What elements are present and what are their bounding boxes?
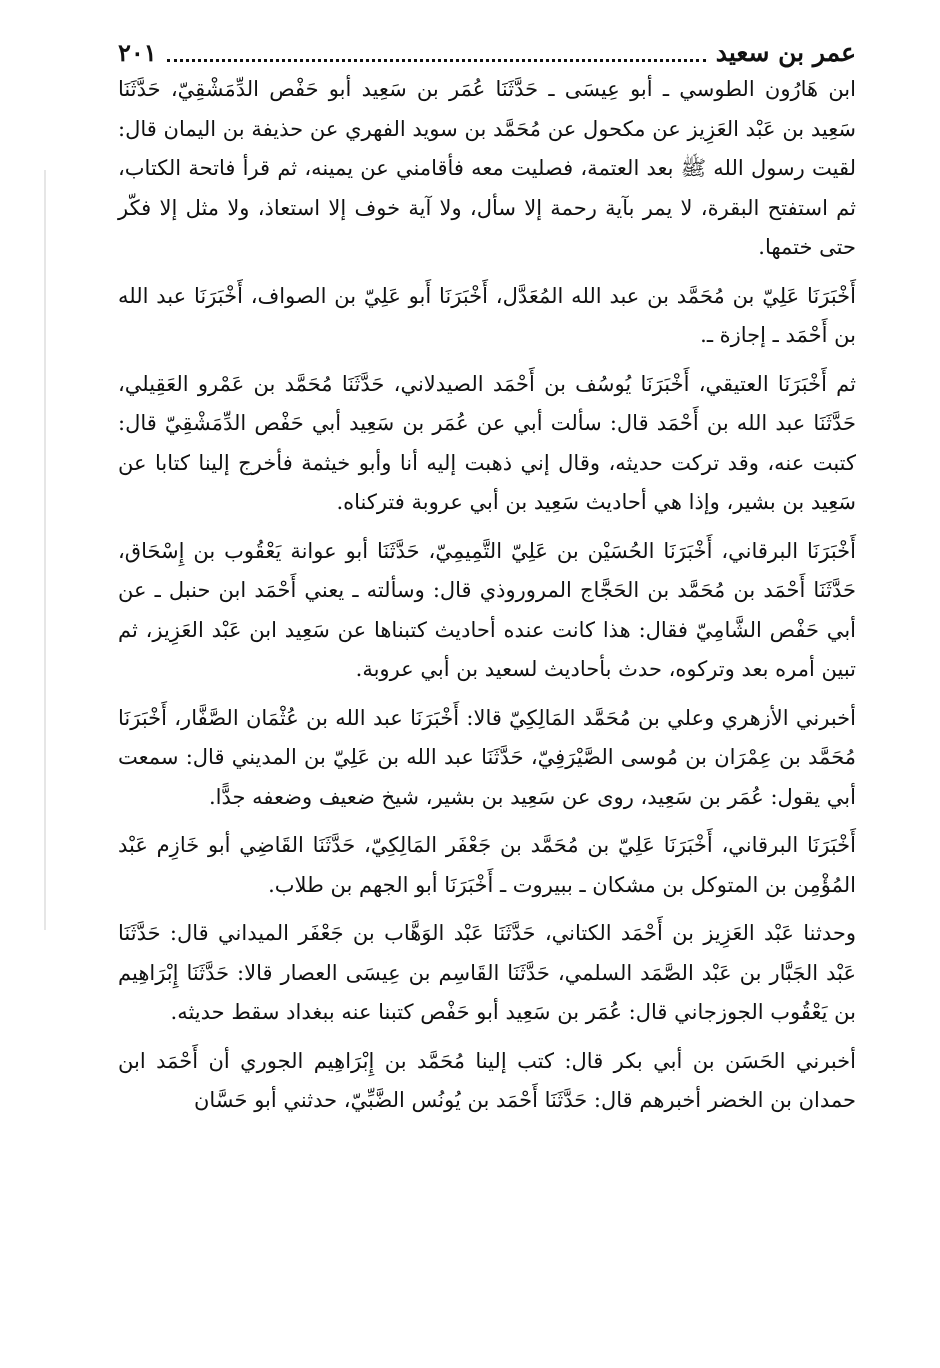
header-title: عمر بن سعيد: [715, 38, 856, 67]
leader-dots: [167, 45, 706, 62]
paragraph-5: أخبرني الأزهري وعلي بن مُحَمَّد المَالِكِيّ قالا: أَخْبَرَنَا عبد الله بن عُثْمَان الصَّفَّار، أَخْبَرَنَا مُحَمَّد بن عِمْرَان بن مُوسى الصَّيْرَفِيّ، حَدَّثَنَا عبد الله بن عَلِيّ بن المديني قال: سمعت أبي يقول: عُمَر بن سَعِيد، روى عن سَعِيد بن بشير، شيخ ضعيف وضعفه جدًّا.: [118, 705, 856, 809]
paragraph-6: أَخْبَرَنَا البرقاني، أَخْبَرَنَا عَلِيّ بن مُحَمَّد بن جَعْفَر المَالِكِيّ، حَدَّثَنَا القَاضِي أبو خَازِم عَبْد المُؤْمِن بن المتوكل بن مشكان ـ ببيروت ـ أَخْبَرَنَا أبو الجهم بن طلاب.: [118, 833, 856, 897]
paragraph-8: أخبرني الحَسَن بن أبي بكر قال: كتب إلينا مُحَمَّد بن إِبْرَاهِيم الجوري أن أَحْمَد ابن حمدان بن الخضر أخبرهم قال: حَدَّثَنَا أَحْمَد بن يُونُس الضَّبِّيّ، حدثني أبو حَسَّان: [118, 1048, 856, 1112]
paragraph-1: ابن هَارُون الطوسي ـ أبو عِيسَى ـ حَدَّثَنَا عُمَر بن سَعِيد أبو حَفْص الدِّمَشْقِيّ، حَدَّثَنَا سَعِيد بن عَبْد العَزِيز عن مكحول عن مُحَمَّد بن سويد الفهري عن حذيفة بن اليمان قال: لقيت رسول الله ﷺ بعد العتمة، فصليت معه فأقامني عن يمينه، ثم قرأ فاتحة الكتاب، ثم استفتح البقرة، لا يمر بآية رحمة إلا سأل، ولا آية خوف إلا استعاذ، ولا مثل إلا فكّر حتى ختمها.: [118, 77, 856, 259]
page-number: ٢٠١: [118, 38, 157, 67]
running-header: [118, 36, 856, 70]
paragraph-3: ثم أَخْبَرَنَا العتيقي، أَخْبَرَنَا يُوسُف بن أَحْمَد الصيدلاني، حَدَّثَنَا مُحَمَّد بن عَمْرو العَقِيلي، حَدَّثَنَا عبد الله بن أَحْمَد قال: سألت أبي عن عُمَر بن سَعِيد أبي حَفْص الدِّمَشْقِيّ قال: كتبت عنه، وقد تركت حديثه، وقال إني ذهبت إليه أنا وأبو خيثمة فأخرج إلينا كتابا عن سَعِيد بن بشير، وإذا هي أحاديث سَعِيد بن أبي عروبة فتركناه.: [118, 371, 856, 514]
paragraph-7: وحدثنا عَبْد العَزِيز بن أَحْمَد الكتاني، حَدَّثَنَا عَبْد الوَهَّاب بن جَعْفَر الميداني قال: حَدَّثَنَا عَبْد الجَبَّار بن عَبْد الصَّمَد السلمي، حَدَّثَنَا القَاسِم بن عِيسَى العصار قالا: حَدَّثَنَا إِبْرَاهِيم بن يَعْقُوب الجوزجاني قال: عُمَر بن سَعِيد أبو حَفْص كتبنا عنه ببغداد سقط حديثه.: [118, 921, 856, 1024]
paragraph-4: أَخْبَرَنَا البرقاني، أَخْبَرَنَا الحُسَيْن بن عَلِيّ التَّمِيمِيّ، حَدَّثَنَا أبو عوانة يَعْقُوب بن إِسْحَاق، حَدَّثَنَا أَحْمَد بن مُحَمَّد بن الحَجَّاج المروروذي قال: وسألته ـ يعني أَحْمَد ابن حنبل ـ عن أبي حَفْص الشَّامِيّ فقال: هذا كانت عنده أحاديث كتبناها عن سَعِيد ابن عَبْد العَزِيز، ثم تبين أمره بعد وتركوه، حدث بأحاديث لسعيد بن أبي عروبة.: [118, 538, 856, 681]
scan-gutter-line: [44, 170, 46, 930]
paragraph-2: أَخْبَرَنَا عَلِيّ بن مُحَمَّد بن عبد الله المُعَدَّل، أَخْبَرَنَا أَبو عَلِيّ بن الصواف، أَخْبَرَنَا عبد الله بن أَحْمَد ـ إجازة ـ.: [118, 283, 856, 347]
